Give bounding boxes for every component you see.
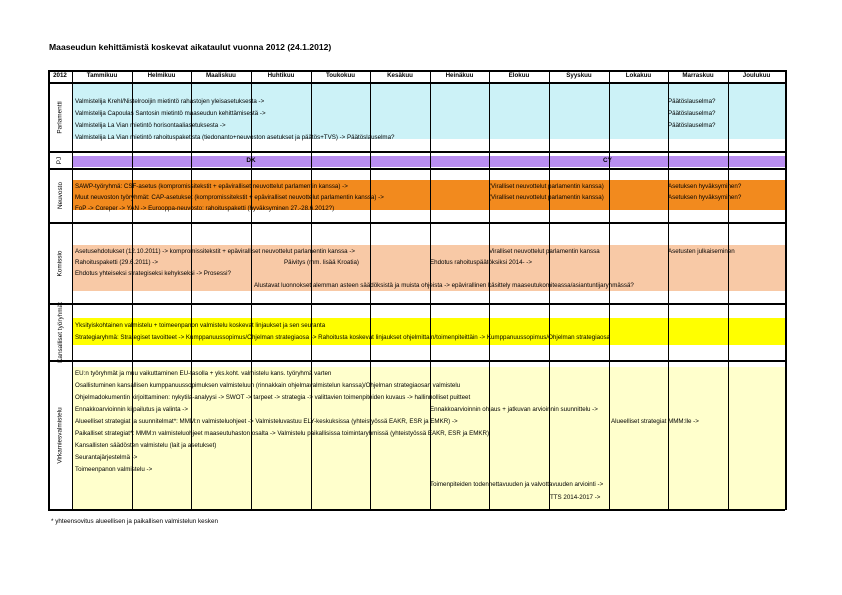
grid-line <box>430 70 431 510</box>
grid-line <box>72 70 73 510</box>
presidency-dk: DK <box>246 157 256 164</box>
timeline-table <box>48 70 785 510</box>
parlamentti-row: Valmistelija Krehl/Nistelrooijin mietintö rahastojen yleisasetuksesta -> <box>75 98 265 105</box>
virkamies-row-end: Alueelliset strategiat MMM:lle -> <box>611 418 699 425</box>
virkamies-row: Toimeenpanon valmistelu -> <box>75 466 153 473</box>
section-komissio: Komissio <box>56 250 64 276</box>
parlamentti-row: Valmistelija Capoulas Santosin mietintö maaseudun kehittämisestä -> <box>75 110 266 117</box>
parlamentti-row: Valmistelija La Vian mietintö horisontaaliasetuksesta -> <box>75 122 226 129</box>
month-header: Marraskuu <box>682 72 714 79</box>
month-header: Heinäkuu <box>445 72 474 79</box>
parlamentti-resolution: Päätöslauselma? <box>668 122 716 129</box>
parlamentti-resolution: Päätöslauselma? <box>668 98 716 105</box>
virkamies-row-mid: Toimenpiteiden todennettavuuden ja valvottavuuden arviointi -> <box>430 481 604 488</box>
virkamies-row-mid: TTS 2014-2017 -> <box>550 494 601 501</box>
virkamies-row: Ohjelmadokumentin kirjoittaminen: nykytila-analyysi -> SWOT -> tarpeet -> strategia -> valittavien toimenpiteiden kuvaus -> hallinnolliset puitteet <box>75 394 471 401</box>
komissio-row-mid: Viralliset neuvottelut parlamentin kanssa <box>489 248 600 255</box>
komissio-row: Rahoituspaketti (29.6.2011) -> <box>75 259 158 266</box>
virkamies-row: Seurantajärjestelmä -> <box>75 454 138 461</box>
neuvosto-row-end: Asetuksen hyväksyminen? <box>668 194 742 201</box>
komissio-row: Ehdotus yhteiseksi strategiseksi kehykseksi -> Prosessi? <box>75 270 231 277</box>
year-header: 2012 <box>53 72 67 79</box>
neuvosto-row-end: Asetuksen hyväksyminen? <box>668 183 742 190</box>
komissio-row: Asetusehdotukset (12.10.2011) -> kompromissitekstit + epäviralliset neuvottelut parlamentin kanssa -> <box>75 248 356 255</box>
parlamentti-resolution: Päätöslauselma? <box>668 110 716 117</box>
virkamies-row: Ennakkoarvioinnin kilpailutus ja valinta -> <box>75 406 188 413</box>
virkamies-row: Osallistuminen kansallisen kumppanuussopimuksen valmisteluun (rinnakkain ohjelmavalmistelun kanssa)/Ohjelman strategiaosan valmistelu <box>75 382 461 389</box>
komissio-row: Alustavat luonnokset alemman asteen säädöksistä ja muista ohjeista -> epävirallinen käsittely maaseutukomiteassa/asiantuntijaryhmässä? <box>254 282 634 289</box>
parlamentti-row: Valmistelija La Vian mietintö rahoituspaketista (tiedonanto+neuvoston asetukset ja päätös+TVS) -> Päätöslauselma? <box>75 134 395 141</box>
grid-line <box>549 70 550 510</box>
virkamies-row: Kansallisten säädösten valmistelu (lait ja asetukset) <box>75 442 217 449</box>
grid-line <box>728 70 729 510</box>
section-parlamentti: Parlamentti <box>56 100 64 134</box>
grid-line <box>785 70 787 510</box>
neuvosto-row: Muut neuvoston työryhmät: CAP-asetukset (kompromissitekstit + epäviralliset neuvottelut parlamentin kanssa) -> <box>75 194 384 201</box>
virkamies-row: EU:n työryhmät ja muu vaikuttaminen EU-tasolla + yks.koht. valmistelu kans. työryhmä varten <box>75 370 332 377</box>
komissio-row-end: Asetusten julkaiseminen <box>668 248 735 255</box>
month-header: Helmikuu <box>147 72 176 79</box>
month-header: Huhtikuu <box>267 72 295 79</box>
section-kansalliset: Kansalliset työryhmät <box>56 301 64 363</box>
komissio-row-mid: Ehdotus rahoituspäätöksiksi 2014- -> <box>430 259 532 266</box>
neuvosto-row: SAWP-työryhmä: CSF-asetus (kompromissitekstit + epäviralliset neuvottelut parlamentin kanssa) -> <box>75 183 348 190</box>
month-header: Kesäkuu <box>387 72 413 79</box>
month-header: Elokuu <box>508 72 530 79</box>
presidency-cy: CY <box>603 157 612 164</box>
neuvosto-row: FoP -> Coreper -> YAN -> Eurooppa-neuvosto: rahoituspaketti (hyväksyminen 27.-28.6.2012?) <box>75 205 335 212</box>
section-virkamies: Virkamiesvalmistelu <box>56 406 64 464</box>
grid-line <box>489 70 490 510</box>
month-header: Maaliskuu <box>206 72 236 79</box>
month-header: Tammikuu <box>86 72 118 79</box>
grid-line <box>668 70 669 510</box>
month-header: Joulukuu <box>742 72 771 79</box>
kansalliset-row: Yksityiskohtainen valmistelu + toimeenpanon valmistelu koskevat linjaukset ja sen seuranta <box>75 322 326 329</box>
month-header: Syyskuu <box>566 72 592 79</box>
virkamies-row-mid: Ennakkoarvioinnin ohjaus + jatkuvan arvioinnin suunnittelu -> <box>430 406 598 413</box>
komissio-row-update: Päivitys (mm. lisää Kroatia) <box>284 259 359 266</box>
virkamies-row: Paikalliset strategiat*: MMM:n valmisteluohjeet maaseutuhaston osalta -> Valmistelu paikallisissa toimintaryhmissä (yhteistyössä EAKR, ESR ja EMKR) <box>75 430 490 437</box>
neuvosto-row-mid: (Viralliset neuvottelut parlamentin kanssa) <box>489 194 604 201</box>
month-header: Toukokuu <box>325 72 356 79</box>
footnote: * yhteensovitus alueellisen ja paikallisen valmistelun kesken <box>51 518 218 525</box>
virkamies-row: Alueelliset strategiat ja suunnitelmat*: MMM:n valmisteluohjeet -> Valmisteluvastuu ELY-keskuksissa (yhteistyössä EAKR, ESR ja EMKR) -> <box>75 418 458 425</box>
page-title: Maaseudun kehittämistä koskevat aikataulut vuonna 2012 (24.1.2012) <box>49 42 332 52</box>
neuvosto-row-mid: (Viralliset neuvottelut parlamentin kanssa) <box>489 183 604 190</box>
section-pj: PJ <box>56 156 64 164</box>
kansalliset-row: Strategiaryhmä: Strategiset tavoitteet -> Kumppanuussopimus/Ohjelman strategiaosa -> Rahoitusta koskevat linjaukset ohjelmittain/toimenpiteittäin -> Kumppanuussopimus/Ohjelman strategiaosa <box>75 334 610 341</box>
section-neuvosto: Neuvosto <box>56 182 64 209</box>
month-header: Lokakuu <box>625 72 652 79</box>
grid-line <box>609 70 610 510</box>
